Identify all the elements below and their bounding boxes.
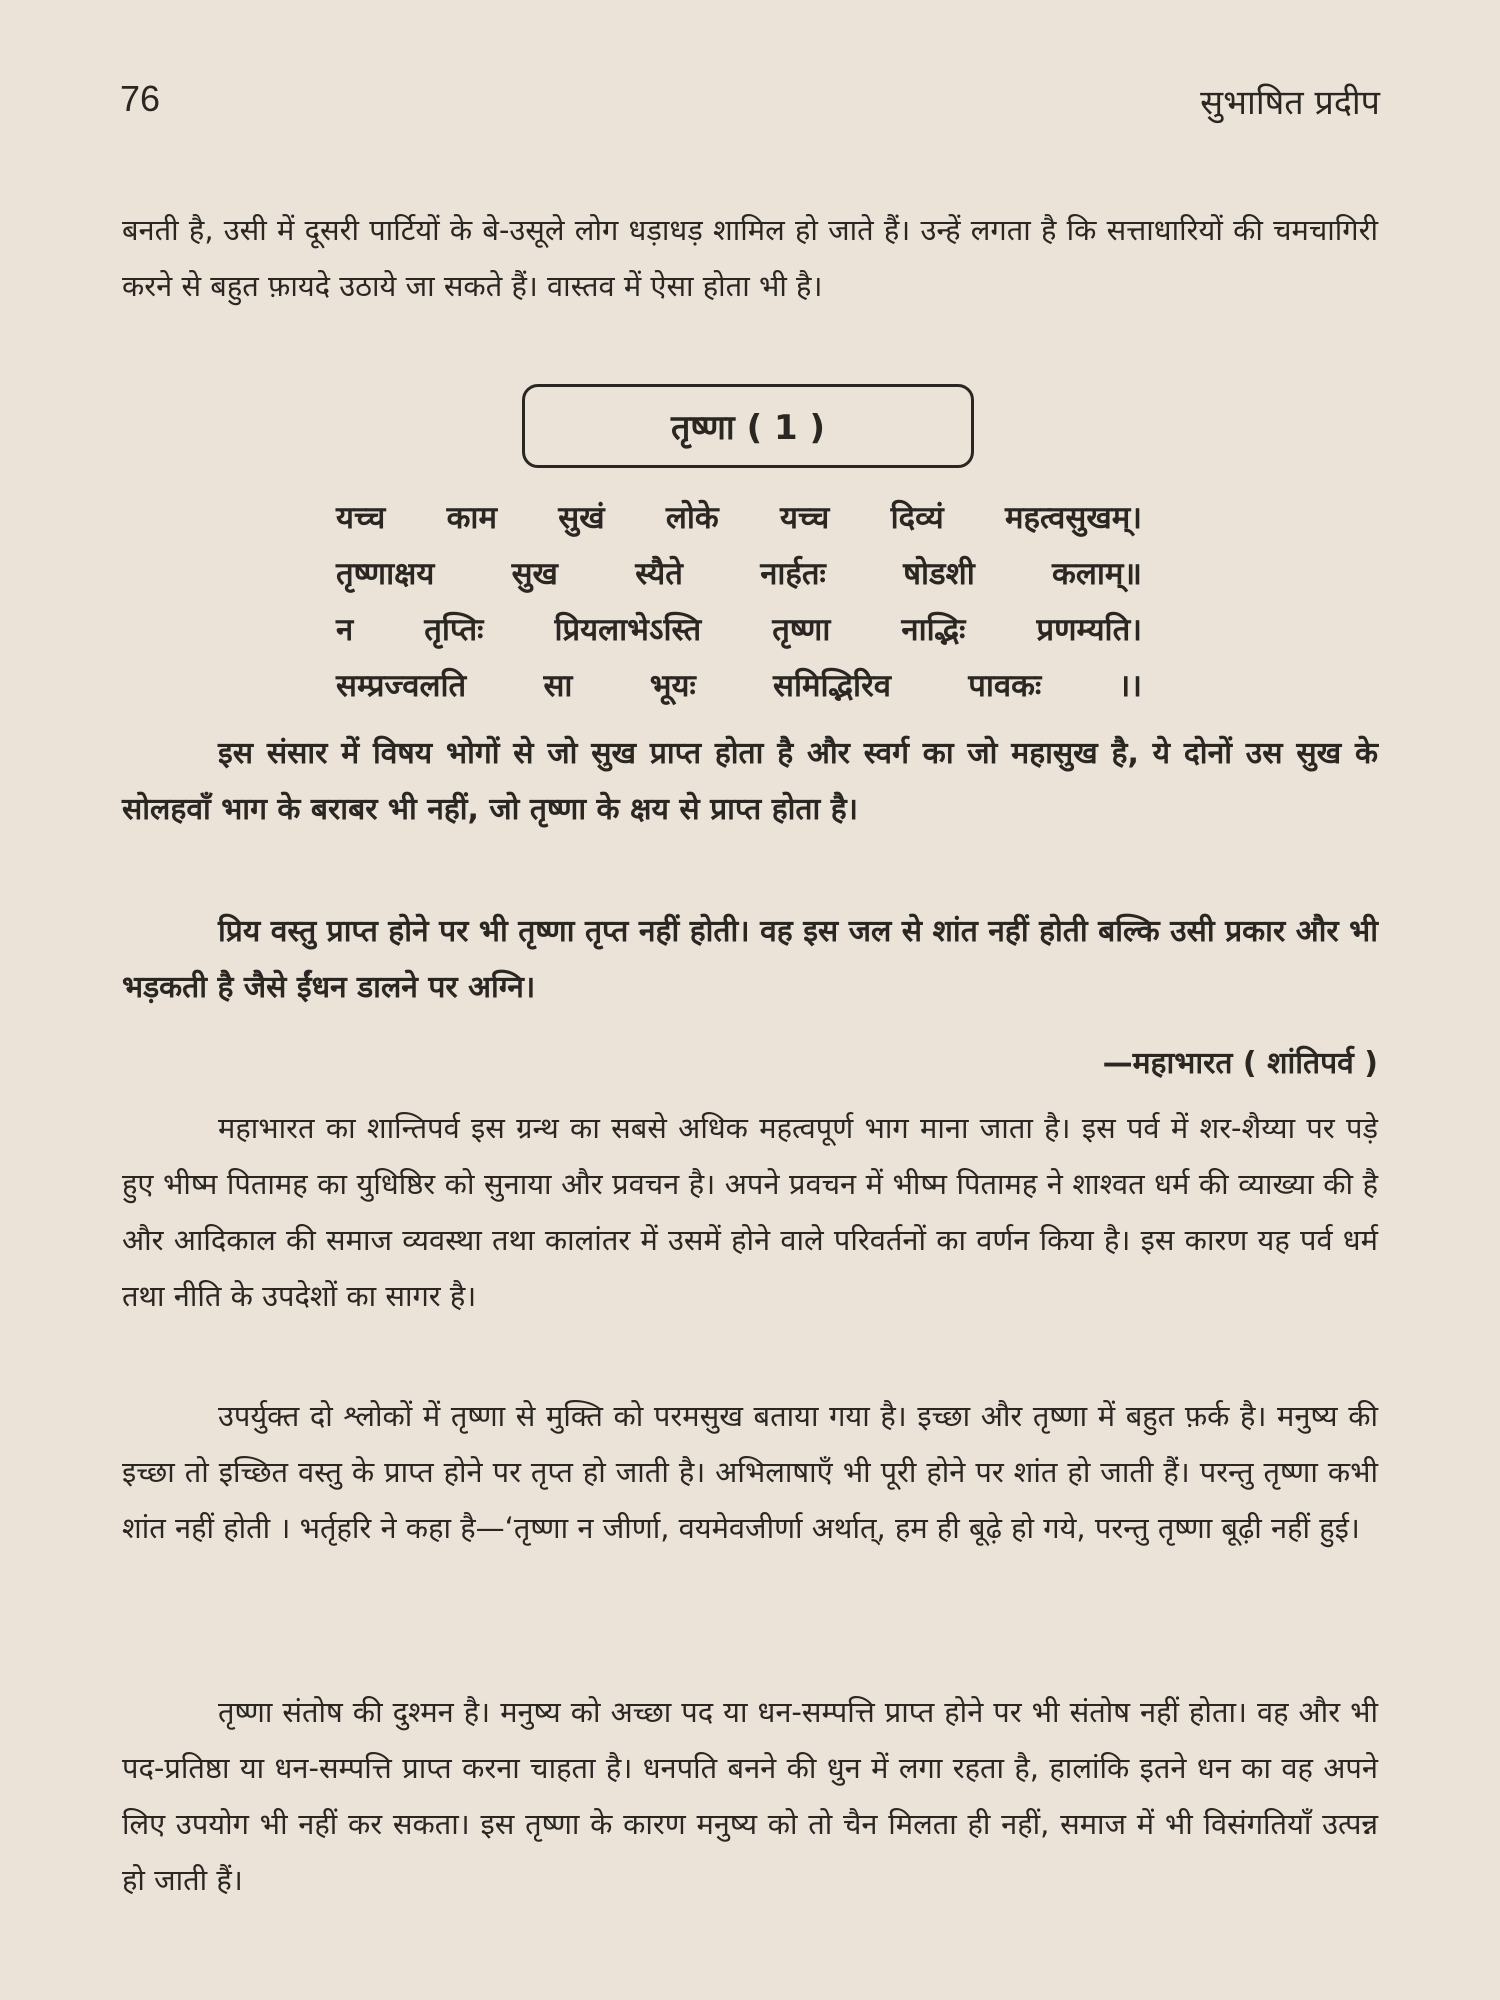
section-heading: तृष्णा ( 1 ) [522, 384, 974, 468]
verse-line: तृष्णाक्षय सुख स्यैते नार्हतः षोडशी कलाम्॥ [336, 556, 1142, 592]
verse-line: यच्च काम सुखं लोके यच्च दिव्यं महत्वसुखम्। [336, 500, 1142, 536]
verse-line: न तृप्तिः प्रियलाभेऽस्ति तृष्णा नाद्भिः प्रणम्यति। [336, 612, 1142, 648]
verse-line: सम्प्रज्वलति सा भूयः समिद्भिरिव पावकः ।। [336, 668, 1142, 704]
meaning-paragraph: प्रिय वस्तु प्राप्त होने पर भी तृष्णा तृप्त नहीं होती। वह इस जल से शांत नहीं होती बल्कि उसी प्रकार और भी भड़कती है जैसे ईंधन डालने पर अग्नि। [122, 914, 1378, 1005]
running-title: सुभाषित प्रदीप [1200, 83, 1380, 123]
body-paragraph: उपर्युक्त दो श्लोकों में तृष्णा से मुक्ति को परमसुख बताया गया है। इच्छा और तृष्णा में बहुत फ़र्क है। मनुष्य की इच्छा तो इच्छित वस्तु के प्राप्त होने पर तृप्त हो जाती है। अभिलाषाएँ भी पूरी होने पर शांत हो जाती हैं। परन्तु तृष्णा कभी शांत नहीं होती । भर्तृहरि ने कहा है—‘तृष्णा न जीर्णा, वयमेवजीर्णा अर्थात्, हम ही बूढ़े हो गये, परन्तु तृष्णा बूढ़ी नहीं हुई। [122, 1399, 1378, 1545]
page-number: 76 [120, 78, 161, 119]
intro-paragraph: बनती है, उसी में दूसरी पार्टियों के बे-उसूले लोग धड़ाधड़ शामिल हो जाते हैं। उन्हें लगता है कि सत्ताधारियों की चमचागिरी करने से बहुत फ़ायदे उठाये जा सकते हैं। वास्तव में ऐसा होता भी है। [122, 213, 1378, 303]
page-header [120, 78, 1380, 128]
body-paragraph: महाभारत का शान्तिपर्व इस ग्रन्थ का सबसे अधिक महत्वपूर्ण भाग माना जाता है। इस पर्व में शर-शैय्या पर पड़े हुए भीष्म पितामह का युधिष्ठिर को सुनाया और प्रवचन है। अपने प्रवचन में भीष्म पितामह ने शाश्वत धर्म की व्याख्या की है और आदिकाल की समाज व्यवस्था तथा कालांतर में उसमें होने वाले परिवर्तनों का वर्णन किया है। इस कारण यह पर्व धर्म तथा नीति के उपदेशों का सागर है। [122, 1111, 1378, 1313]
meaning-paragraph: इस संसार में विषय भोगों से जो सुख प्राप्त होता है और स्वर्ग का जो महासुख है, ये दोनों उस सुख के सोलहवाँ भाग के बराबर भी नहीं, जो तृष्णा के क्षय से प्राप्त होता है। [122, 736, 1378, 827]
body-paragraph: तृष्णा संतोष की दुश्मन है। मनुष्य को अच्छा पद या धन-सम्पत्ति प्राप्त होने पर भी संतोष नहीं होता। वह और भी पद-प्रतिष्ठा या धन-सम्पत्ति प्राप्त करना चाहता है। धनपति बनने की धुन में लगा रहता है, हालांकि इतने धन का वह अपने लिए उपयोग भी नहीं कर सकता। इस तृष्णा के कारण मनुष्य को तो चैन मिलता ही नहीं, समाज में भी विसंगतियाँ उत्पन्न हो जाती हैं। [122, 1695, 1378, 1897]
source-citation: —महाभारत ( शांतिपर्व ) [1102, 1046, 1378, 1081]
